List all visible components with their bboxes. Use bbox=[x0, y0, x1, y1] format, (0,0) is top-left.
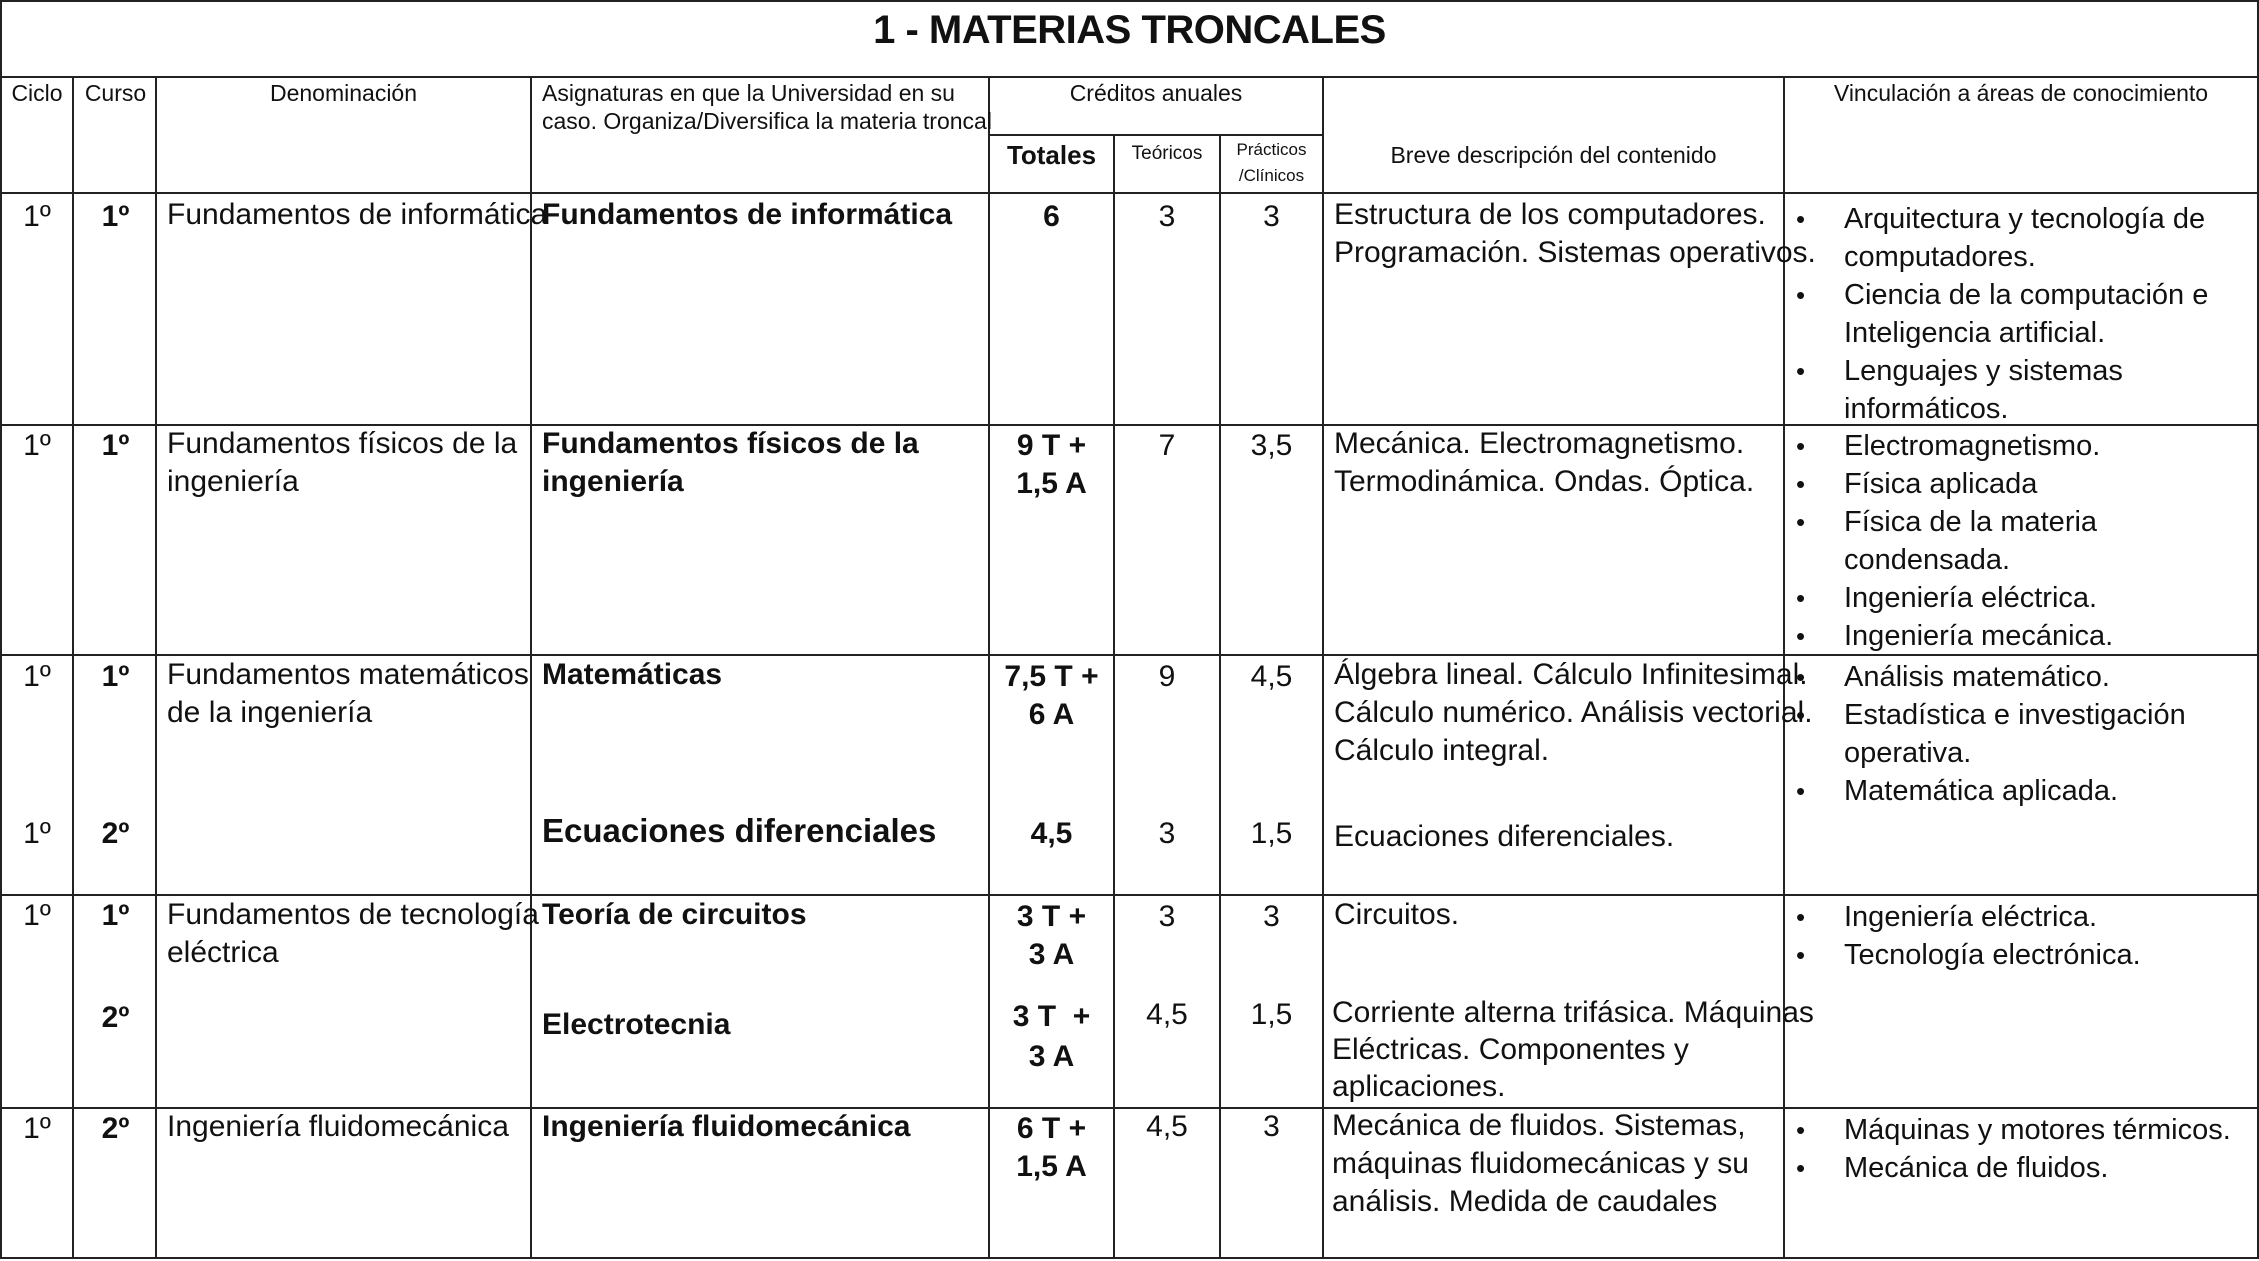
row5-descripcion-line1: Mecánica de fluidos. Sistemas, bbox=[1332, 1109, 1746, 1142]
row5-practicos: 3 bbox=[1263, 1110, 1280, 1143]
row1-descripcion-line1: Estructura de los computadores. bbox=[1334, 198, 1766, 231]
row4-teoricos: 3 bbox=[1158, 900, 1176, 933]
row3b-asignatura: Ecuaciones diferenciales bbox=[542, 812, 937, 849]
row2-totales-line1: 9 T + bbox=[1016, 429, 1087, 462]
list-item: • Análisis matemático. bbox=[1785, 658, 2225, 696]
row5-teoricos: 4,5 bbox=[1146, 1110, 1188, 1143]
row4b-descripcion-line1: Corriente alterna trifásica. Máquinas bbox=[1332, 996, 1814, 1029]
row3b-ciclo: 1º bbox=[23, 817, 51, 850]
row4b-curso: 2º bbox=[101, 1001, 130, 1034]
row5-curso: 2º bbox=[101, 1112, 130, 1145]
table-border-left bbox=[0, 0, 2, 1259]
row1-curso: 1º bbox=[101, 200, 130, 233]
row1-areas-list bbox=[1785, 200, 2225, 428]
header-practicos-line2: /Clínicos bbox=[1238, 166, 1305, 185]
row2-teoricos: 7 bbox=[1158, 429, 1176, 462]
row3-denominacion-line1: Fundamentos matemáticos bbox=[167, 658, 529, 691]
row3-descripcion-line1: Álgebra lineal. Cálculo Infinitesimal. bbox=[1334, 658, 1808, 691]
row3-teoricos: 9 bbox=[1158, 660, 1176, 693]
row4-curso: 1º bbox=[101, 899, 130, 932]
row5-totales-line2: 1,5 A bbox=[1016, 1150, 1087, 1183]
row1-asignatura: Fundamentos de informática bbox=[542, 198, 953, 231]
list-item: • Mecánica de fluidos. bbox=[1785, 1149, 2257, 1187]
row5-totales-line1: 6 T + bbox=[1016, 1112, 1087, 1145]
row2-practicos: 3,5 bbox=[1250, 429, 1293, 462]
header-ciclo: Ciclo bbox=[11, 80, 63, 106]
row4-practicos: 3 bbox=[1263, 900, 1280, 933]
header-denominacion: Denominación bbox=[269, 80, 418, 106]
list-item: • Física de la materia condensada. bbox=[1785, 503, 2257, 579]
row3b-curso: 2º bbox=[101, 817, 130, 850]
table-border-top bbox=[0, 0, 2259, 2]
row5-areas-list bbox=[1785, 1111, 2257, 1187]
header-asignaturas-line2: caso. Organiza/Diversifica la materia troncal bbox=[542, 108, 992, 134]
col-rule-denominacion bbox=[530, 76, 532, 1259]
row2-curso: 1º bbox=[101, 429, 130, 462]
col-rule-teoricos bbox=[1219, 134, 1221, 1259]
row4b-teoricos: 4,5 bbox=[1146, 998, 1188, 1031]
header-bottom-rule bbox=[0, 192, 2259, 194]
header-totales: Totales bbox=[1006, 140, 1097, 170]
row2-descripcion-line2: Termodinámica. Ondas. Óptica. bbox=[1334, 465, 1755, 498]
row5-ciclo: 1º bbox=[23, 1112, 51, 1145]
row1-teoricos: 3 bbox=[1158, 200, 1176, 233]
row5-descripcion-line2: máquinas fluidomecánicas y su bbox=[1332, 1147, 1749, 1180]
header-practicos-line1: Prácticos bbox=[1236, 140, 1307, 159]
list-item: • Lenguajes y sistemas informáticos. bbox=[1785, 352, 2225, 428]
row2-denominacion-line1: Fundamentos físicos de la bbox=[167, 427, 518, 460]
title-rule bbox=[0, 76, 2259, 78]
row3-descripcion-line3: Cálculo integral. bbox=[1334, 734, 1550, 767]
row4b-descripcion-line2: Eléctricas. Componentes y bbox=[1332, 1033, 1689, 1066]
row4-denominacion-line2: eléctrica bbox=[167, 936, 279, 969]
row4-asignatura: Teoría de circuitos bbox=[542, 898, 807, 931]
row4-totales-line2: 3 A bbox=[1028, 938, 1075, 971]
list-item: • Física aplicada bbox=[1785, 465, 2257, 503]
row1-totales: 6 bbox=[1043, 200, 1060, 233]
row2-asignatura-line1: Fundamentos físicos de la bbox=[542, 427, 919, 460]
list-item: • Tecnología electrónica. bbox=[1785, 936, 2225, 974]
row3-practicos: 4,5 bbox=[1250, 660, 1293, 693]
row2-denominacion-line2: ingeniería bbox=[167, 465, 299, 498]
row5-descripcion-line3: análisis. Medida de caudales bbox=[1332, 1185, 1718, 1218]
list-item: • Estadística e investigación operativa. bbox=[1785, 696, 2225, 772]
row3-curso: 1º bbox=[101, 660, 130, 693]
row5-asignatura: Ingeniería fluidomecánica bbox=[542, 1110, 911, 1143]
row3-totales-line1: 7,5 T + bbox=[1004, 660, 1099, 693]
subheader-rule bbox=[990, 134, 1323, 136]
row4-areas-list bbox=[1785, 898, 2225, 974]
row1-descripcion-line2: Programación. Sistemas operativos. bbox=[1334, 236, 1816, 269]
row4b-totales-line1: 3 T + bbox=[1012, 1000, 1091, 1033]
row3b-practicos: 1,5 bbox=[1250, 817, 1293, 850]
header-creditos: Créditos anuales bbox=[1069, 80, 1243, 106]
list-item: • Ciencia de la computación e Inteligencia artificial. bbox=[1785, 276, 2225, 352]
row1-practicos: 3 bbox=[1263, 200, 1280, 233]
row3-asignatura: Matemáticas bbox=[542, 658, 723, 691]
row2-ciclo: 1º bbox=[23, 429, 51, 462]
row3b-descripcion: Ecuaciones diferenciales. bbox=[1334, 820, 1675, 853]
row3b-totales: 4,5 bbox=[1030, 817, 1073, 850]
list-item: • Electromagnetismo. bbox=[1785, 427, 2257, 465]
row4b-practicos: 1,5 bbox=[1250, 998, 1293, 1031]
row3-descripcion-line2: Cálculo numérico. Análisis vectorial. bbox=[1334, 696, 1813, 729]
row1-ciclo: 1º bbox=[23, 200, 51, 233]
row2-descripcion-line1: Mecánica. Electromagnetismo. bbox=[1334, 427, 1745, 460]
row1-denominacion: Fundamentos de informática bbox=[167, 198, 548, 231]
row3-totales-line2: 6 A bbox=[1028, 698, 1075, 731]
row3-denominacion-line2: de la ingeniería bbox=[167, 696, 373, 729]
header-teoricos: Teóricos bbox=[1131, 143, 1203, 164]
row4-totales-line1: 3 T + bbox=[1016, 900, 1087, 933]
row2-areas-list bbox=[1785, 427, 2257, 655]
row4b-descripcion-line3: aplicaciones. bbox=[1332, 1070, 1506, 1103]
list-item: • Ingeniería eléctrica. bbox=[1785, 579, 2257, 617]
col-rule-practicos bbox=[1322, 76, 1324, 1259]
row3-areas-list bbox=[1785, 658, 2225, 810]
row4-ciclo: 1º bbox=[23, 899, 51, 932]
list-item: • Arquitectura y tecnología de computadores. bbox=[1785, 200, 2225, 276]
row4b-asignatura: Electrotecnia bbox=[542, 1008, 731, 1041]
row4-denominacion-line1: Fundamentos de tecnología bbox=[167, 898, 539, 931]
row3b-teoricos: 3 bbox=[1158, 817, 1176, 850]
list-item: • Máquinas y motores térmicos. bbox=[1785, 1111, 2257, 1149]
header-breve: Breve descripción del contenido bbox=[1390, 142, 1717, 168]
row4-descripcion: Circuitos. bbox=[1334, 898, 1460, 931]
list-item: • Ingeniería eléctrica. bbox=[1785, 898, 2225, 936]
row4b-totales-line2: 3 A bbox=[1028, 1040, 1075, 1073]
header-vinculacion: Vinculación a áreas de conocimiento bbox=[1833, 80, 2209, 106]
header-asignaturas-line1: Asignaturas en que la Universidad en su bbox=[542, 80, 955, 106]
header-curso: Curso bbox=[84, 80, 147, 106]
col-rule-totales bbox=[1113, 134, 1115, 1259]
row2-asignatura-line2: ingeniería bbox=[542, 465, 684, 498]
row3-ciclo: 1º bbox=[23, 660, 51, 693]
list-item: • Ingeniería mecánica. bbox=[1785, 617, 2257, 655]
list-item: • Matemática aplicada. bbox=[1785, 772, 2225, 810]
table-title: 1 - MATERIAS TRONCALES bbox=[873, 8, 1386, 52]
row2-totales-line2: 1,5 A bbox=[1016, 467, 1087, 500]
row5-denominacion: Ingeniería fluidomecánica bbox=[167, 1110, 509, 1143]
table-border-bottom bbox=[0, 1257, 2259, 1259]
